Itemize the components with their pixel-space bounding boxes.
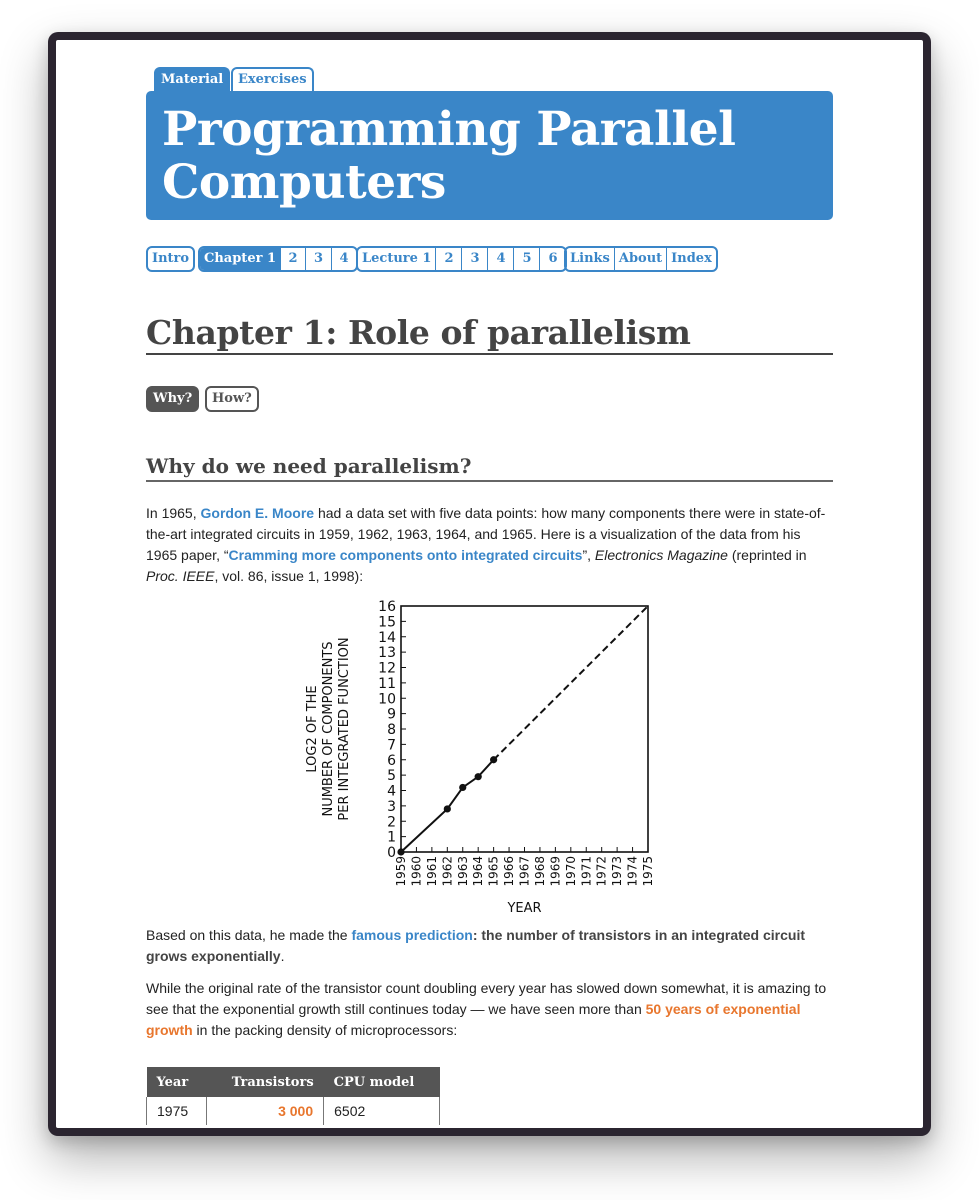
nav-group-links	[564, 246, 718, 272]
y-tick-label: 14	[378, 629, 396, 646]
y-tick-label: 3	[387, 798, 396, 815]
text-run: In 1965,	[146, 505, 201, 521]
browser-window	[48, 32, 931, 1136]
x-tick-label: 1973	[610, 856, 625, 887]
y-axis-label-line: NUMBER OF COMPONENTS	[321, 641, 336, 817]
data-point	[397, 848, 404, 855]
site-title[interactable]: Programming Parallel Computers	[162, 102, 736, 210]
y-tick-label: 13	[378, 645, 396, 662]
nav-lecture-3[interactable]: 3	[461, 248, 487, 270]
y-tick-label: 2	[387, 814, 396, 831]
nav-lecture-6[interactable]: 6	[539, 248, 565, 270]
paragraph-moore	[146, 503, 833, 587]
text-run: Based on this data, he made the	[146, 927, 352, 943]
text-run: , vol. 86, issue 1, 1998):	[214, 568, 364, 584]
x-tick-label: 1961	[424, 856, 439, 887]
table-row	[147, 1097, 440, 1125]
x-tick-label: 1963	[455, 856, 470, 887]
y-axis-label-line: PER INTEGRATED FUNCTION	[337, 637, 352, 821]
moore-chart	[296, 596, 676, 916]
link-cramming-paper[interactable]: Cramming more components onto integrated circuits	[228, 547, 583, 563]
nav-lecture-2[interactable]: 2	[435, 248, 461, 270]
y-tick-label: 11	[378, 675, 396, 692]
y-tick-label: 5	[387, 768, 396, 785]
nav-group-intro	[146, 246, 195, 272]
nav-lecture-1[interactable]: Lecture 1	[362, 251, 432, 266]
text-run: Proc. IEEE	[146, 568, 215, 584]
why-button[interactable]: Why?	[146, 386, 199, 412]
y-tick-label: 16	[378, 599, 396, 615]
text-run: in the packing density of microprocessors:	[192, 1022, 458, 1038]
y-tick-label: 15	[378, 614, 396, 631]
series-line-extrapolation	[494, 606, 648, 760]
nav-links[interactable]: Links	[570, 251, 610, 266]
header-cpu-model: CPU model	[324, 1067, 440, 1097]
y-tick-label: 4	[387, 783, 396, 800]
text-run: : the number of transistors in an integrated circuit grows exponentially	[146, 927, 806, 964]
tab-exercises[interactable]: Exercises	[231, 67, 314, 91]
x-tick-label: 1968	[532, 856, 547, 887]
section-title: Why do we need parallelism?	[146, 450, 833, 482]
nav-lecture-5[interactable]: 5	[513, 248, 539, 270]
nav-chapter-4[interactable]: 4	[331, 248, 356, 270]
page	[56, 40, 923, 1128]
y-tick-label: 1	[387, 829, 396, 846]
transistor-table	[146, 1067, 440, 1125]
y-tick-label: 8	[387, 722, 396, 738]
nav-group-lectures	[356, 246, 567, 272]
data-point	[459, 784, 466, 791]
x-tick-label: 1960	[409, 856, 424, 887]
tab-material[interactable]: Material	[154, 67, 230, 91]
x-tick-label: 1974	[625, 856, 640, 887]
x-tick-label: 1975	[641, 856, 655, 887]
x-tick-label: 1971	[579, 856, 594, 887]
paragraph-growth	[146, 978, 833, 1041]
x-tick-label: 1969	[548, 856, 563, 887]
header-transistors: Transistors	[206, 1067, 323, 1097]
nav-chapter-2[interactable]: 2	[280, 248, 305, 270]
text-run: While the original rate of the transistor count doubling every year has slowed down somewhat, it is amazing to see that the exponential growth still continues today — we have seen more than	[146, 980, 827, 1017]
header-year: Year	[147, 1067, 207, 1097]
link-gordon-moore[interactable]: Gordon E. Moore	[200, 505, 315, 521]
how-button[interactable]: How?	[205, 386, 259, 412]
text-run: had a data set with five data points: how many components there were in state-of-the-art integrated circuits in 1959, 1962, 1963, 1964, and 1965. Here is a visualization of the data from his 1965 paper, “	[146, 505, 826, 563]
y-tick-label: 10	[378, 691, 396, 708]
text-run: Electronics Magazine	[594, 547, 728, 563]
x-tick-label: 1965	[486, 856, 501, 887]
y-tick-label: 7	[387, 737, 396, 754]
transistor-count: 3 000	[278, 1103, 314, 1119]
cell-year: 1975	[147, 1097, 207, 1125]
x-tick-label: 1972	[594, 856, 609, 887]
y-tick-label: 9	[387, 706, 396, 723]
nav-chapter-1[interactable]: Chapter 1	[200, 248, 280, 270]
x-tick-label: 1967	[517, 856, 532, 887]
nav-about[interactable]: About	[614, 248, 666, 270]
nav-group-chapters	[198, 246, 358, 272]
y-tick-label: 6	[387, 752, 396, 769]
table-header-row	[147, 1067, 440, 1097]
text-run: .	[280, 948, 285, 964]
x-tick-label: 1966	[502, 856, 517, 887]
nav-intro[interactable]: Intro	[152, 251, 190, 266]
x-axis-label: YEAR	[507, 901, 542, 916]
link-famous-prediction[interactable]: famous prediction	[351, 927, 473, 943]
text-run: (reprinted in	[727, 547, 807, 563]
nav-lecture-4[interactable]: 4	[487, 248, 513, 270]
data-point	[444, 805, 451, 812]
x-tick-label: 1964	[471, 856, 486, 887]
chapter-title: Chapter 1: Role of parallelism	[146, 310, 833, 355]
nav-chapter-3[interactable]: 3	[305, 248, 331, 270]
y-axis-label-line: LOG2 OF THE	[305, 685, 320, 773]
paragraph-prediction	[146, 925, 833, 967]
cell-transistors	[206, 1097, 323, 1125]
x-tick-label: 1959	[394, 856, 408, 887]
text-run: ”,	[582, 547, 595, 563]
site-banner	[146, 91, 833, 220]
x-tick-label: 1970	[563, 856, 578, 887]
cell-cpu-model: 6502	[324, 1097, 440, 1125]
x-tick-label: 1962	[440, 856, 455, 887]
nav-index[interactable]: Index	[666, 248, 716, 270]
data-point	[475, 773, 482, 780]
y-tick-label: 12	[378, 660, 396, 677]
y-tick-label: 0	[387, 845, 396, 861]
highlight-50-years: 50 years of exponential growth	[146, 1001, 801, 1038]
